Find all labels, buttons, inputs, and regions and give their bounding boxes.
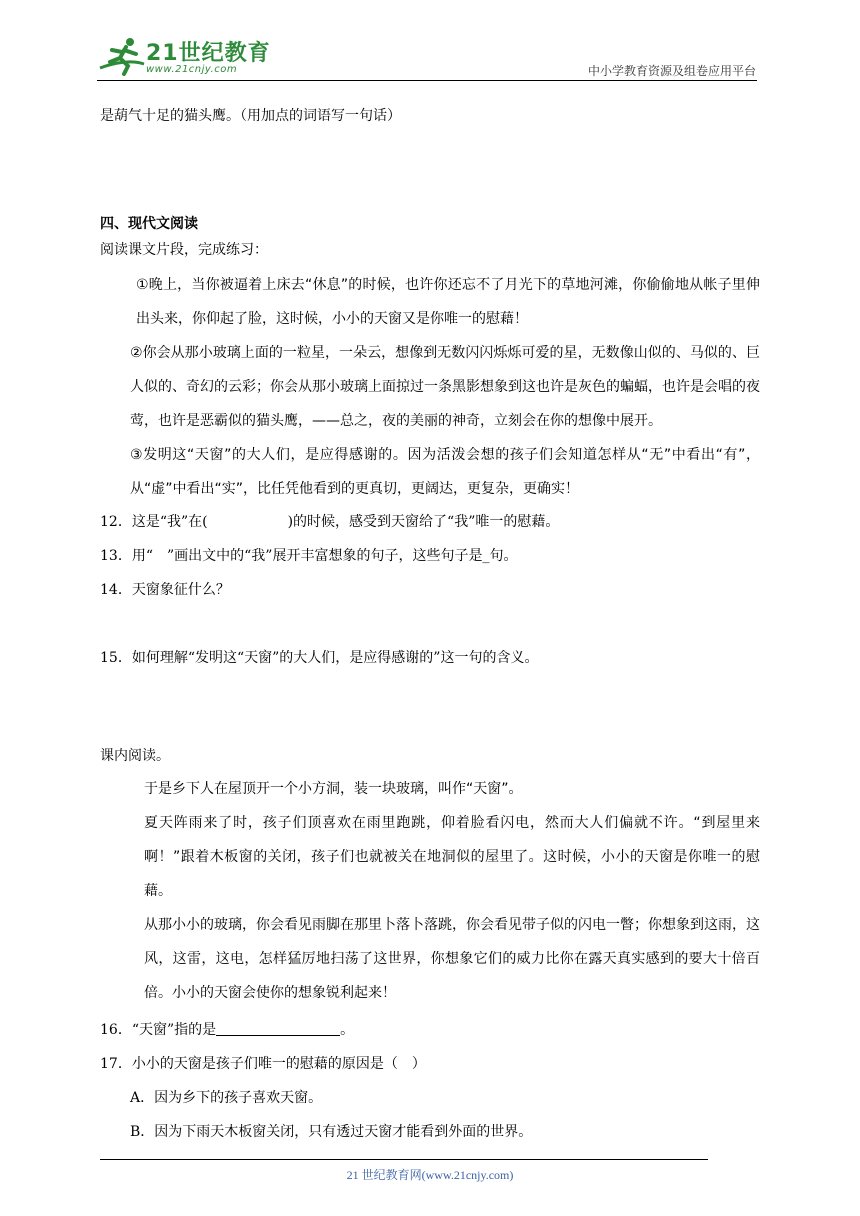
section-intro-2: 课内阅读。 [100,748,170,764]
question-13: 13．用“ ”画出文中的“我”展开丰富想象的句子，这些句子是_句。 [100,548,518,564]
question-15: 15．如何理解“发明这“天窗”的大人们，是应得感谢的”这一句的含义。 [100,650,539,666]
logo-title: 21世纪教育 [146,41,271,66]
question-17: 17．小小的天窗是孩子们唯一的慰藉的原因是（ ） [100,1056,426,1072]
question-14: 14．天窗象征什么？ [100,582,230,598]
passage-paragraph-3: ③发明这“天窗”的大人们，是应得感谢的。因为活泼会想的孩子们会知道怎样从“无”中看出“有”，从“虚”中看出“实”，比任凭他看到的更真切，更阔达，更复杂，更确实！ [130,447,760,497]
passage2-paragraph-1: 于是乡下人在屋顶开一个小方洞，装一块玻璃，叫作“天窗”。 [144,781,523,797]
footer-text: 21 世纪教育网(www.21cnjy.com) [346,1168,514,1182]
section-intro: 阅读课文片段，完成练习： [100,242,268,258]
passage-paragraph-2: ②你会从那小玻璃上面的一粒星，一朵云，想像到无数闪闪烁烁可爱的星，无数像山似的、马似的、巨人似的、奇幻的云彩；你会从那小玻璃上面掠过一条黑影想象到这也许是灰色的蝙蝠，也许是会唱的夜莺，也许是恶霸似的猫头鹰，——总之，夜的美丽的神奇，立刻会在你的想像中展开。 [130,345,760,429]
option-b[interactable]: B．因为下雨天木板窗关闭，只有透过天窗才能看到外面的世界。 [130,1124,533,1140]
header-divider [97,80,757,81]
question-12: 12．这是“我”在( )的时候，感受到天窗给了“我”唯一的慰藉。 [100,514,560,530]
page-header [0,0,860,82]
logo-url: www.21cnjy.com [146,64,238,75]
platform-name: 中小学教育资源及组卷应用平台 [587,64,756,78]
section-title: 四、现代文阅读 [100,216,198,232]
footer-divider [100,1159,708,1160]
option-a[interactable]: A．因为乡下的孩子喜欢天窗。 [130,1090,323,1106]
passage2-paragraph-3: 从那小小的玻璃，你会看见雨脚在那里卜落卜落跳，你会看见带子似的闪电一瞥；你想象到这雨，这风，这雷，这电，怎样猛厉地扫荡了这世界，你想象它们的威力比你在露天真实感到的要大十倍百倍。小小的天窗会使你的想象锐利起来！ [144,917,760,1001]
question-16: 16．“天窗”指的是 。 [100,1022,355,1038]
passage-paragraph-1: ①晚上，当你被逼着上床去“休息”的时候，也许你还忘不了月光下的草地河滩，你偷偷地从帐子里伸出头来，你仰起了脸，这时候，小小的天窗又是你唯一的慰藉！ [136,277,760,327]
passage2-paragraph-2: 夏天阵雨来了时，孩子们顶喜欢在雨里跑跳，仰着脸看闪电，然而大人们偏就不许。“到屋里来啊！”跟着木板窗的关闭，孩子们也就被关在地洞似的屋里了。这时候，小小的天窗是你唯一的慰藉。 [144,815,760,899]
previous-question-tail: 是葫气十足的猫头鹰。（用加点的词语写一句话） [100,108,401,124]
answer-underline[interactable] [216,1021,340,1036]
